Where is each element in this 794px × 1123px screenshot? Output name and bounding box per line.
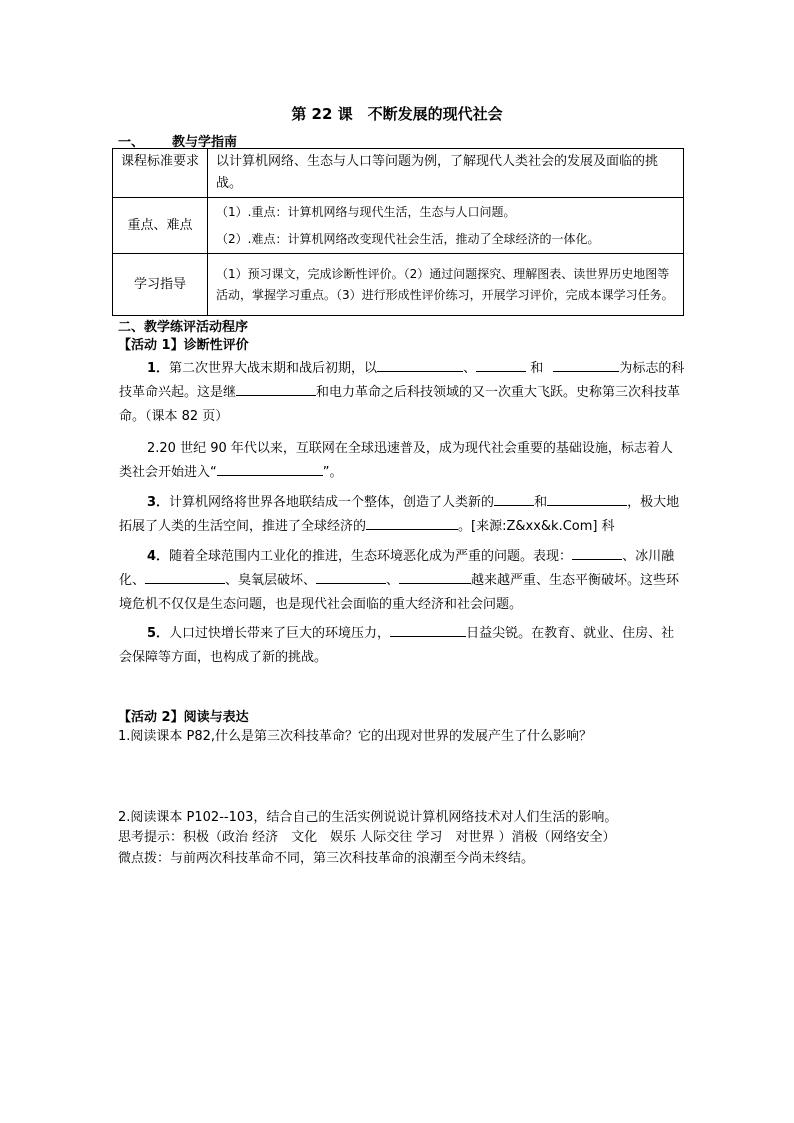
micro-tip: 微点拨：与前两次科技革命不同，第三次科技革命的浪潮至今尚未终结。 xyxy=(118,851,535,866)
row-key: 课程标准要求 xyxy=(113,149,208,198)
section-heading-activities: 二、教学练评活动程序 xyxy=(118,320,249,335)
row-line: 以计算机网络、生态与人口等问题为例，了解现代人类社会的发展及面临的挑战。 xyxy=(216,154,659,191)
answer-blank[interactable] xyxy=(399,569,471,584)
answer-blank[interactable] xyxy=(145,569,225,584)
table-row xyxy=(113,149,684,198)
answer-blank[interactable] xyxy=(217,461,323,476)
question-number: 1． xyxy=(147,361,170,376)
table-row xyxy=(113,198,684,254)
question-3: 3．计算机网络将世界各地联结成一个整体，创造了人类新的 和 ，极大地拓展了人类的生活空间，推进了全球经济的 。[来源:Z&xx&k.Com] 科 xyxy=(119,491,685,539)
answer-blank[interactable] xyxy=(553,357,619,372)
answer-blank[interactable] xyxy=(494,491,534,506)
page-title: 第 22 课 不断发展的现代社会 xyxy=(291,105,503,123)
section-number: 一、 xyxy=(118,135,145,150)
row-value xyxy=(208,198,684,254)
answer-blank[interactable] xyxy=(236,381,316,396)
answer-blank[interactable] xyxy=(476,357,526,372)
question-number: 5． xyxy=(147,626,170,641)
activity-1-heading: 【活动 1】诊断性评价 xyxy=(118,338,249,353)
row-line: （1）预习课文，完成诊断性评价。（2）通过问题探究、理解图表、读世界历史地图等活动，掌握学习重点。（3）进行形成性评价练习，开展学习评价，完成本课学习任务。 xyxy=(216,266,674,302)
row-value xyxy=(208,254,684,316)
reading-question-2: 2.阅读课本 P102--103，结合自己的生活实例说说计算机网络技术对人们生活的影响。 xyxy=(118,810,618,825)
answer-blank[interactable] xyxy=(547,491,627,506)
answer-blank[interactable] xyxy=(377,357,463,372)
table-row xyxy=(113,254,684,316)
row-key: 学习指导 xyxy=(113,254,208,316)
answer-blank[interactable] xyxy=(366,515,458,530)
answer-blank[interactable] xyxy=(316,569,386,584)
section-label: 教与学指南 xyxy=(172,135,238,150)
activity-2-heading: 【活动 2】阅读与表达 xyxy=(118,710,249,725)
answer-blank[interactable] xyxy=(572,545,622,560)
question-2: 2.20 世纪 90 年代以来，互联网在全球迅速普及，成为现代社会重要的基础设施，标志着人类社会开始进入“ ”。 xyxy=(119,441,673,480)
question-number: 4． xyxy=(147,549,170,564)
row-key: 重点、难点 xyxy=(113,198,208,254)
thinking-hint: 思考提示：积极（政治 经济 文化 娱乐 人际交往 学习 对世界 ）消极（网络安全） xyxy=(118,830,616,845)
reading-question-1: 1.阅读课本 P82,什么是第三次科技革命？它的出现对世界的发展产生了什么影响？ xyxy=(118,729,593,744)
row-line: （1）.重点：计算机网络与现代生活，生态与人口问题。 xyxy=(216,205,516,219)
question-number: 3． xyxy=(147,495,170,510)
answer-blank[interactable] xyxy=(390,622,466,637)
row-value xyxy=(208,149,684,198)
question-5: 5．人口过快增长带来了巨大的环境压力， 日益尖锐。在教育、就业、住房、社会保障等方面，也构成了新的挑战。 xyxy=(119,622,685,670)
guide-table xyxy=(112,148,684,316)
question-1: 1．第二次世界大战末期和战后初期，以 、 和 为标志的科技革命兴起。这是继 和电力革命之后科技领域的又一次重大飞跃。史称第三次科技革命。（课本 82 页） xyxy=(119,357,685,429)
row-line: （2）.难点：计算机网络改变现代社会生活，推动了全球经济的一体化。 xyxy=(216,232,600,246)
question-4: 4．随着全球范围内工业化的推进，生态环境恶化成为严重的问题。表现： 、冰川融化、 、臭氧层破坏、 、 越来越严重、生态平衡破坏。这些环境危机不仅仅是生态问题，也是现代社会面临的重大经济和社会问题。 xyxy=(119,545,685,617)
